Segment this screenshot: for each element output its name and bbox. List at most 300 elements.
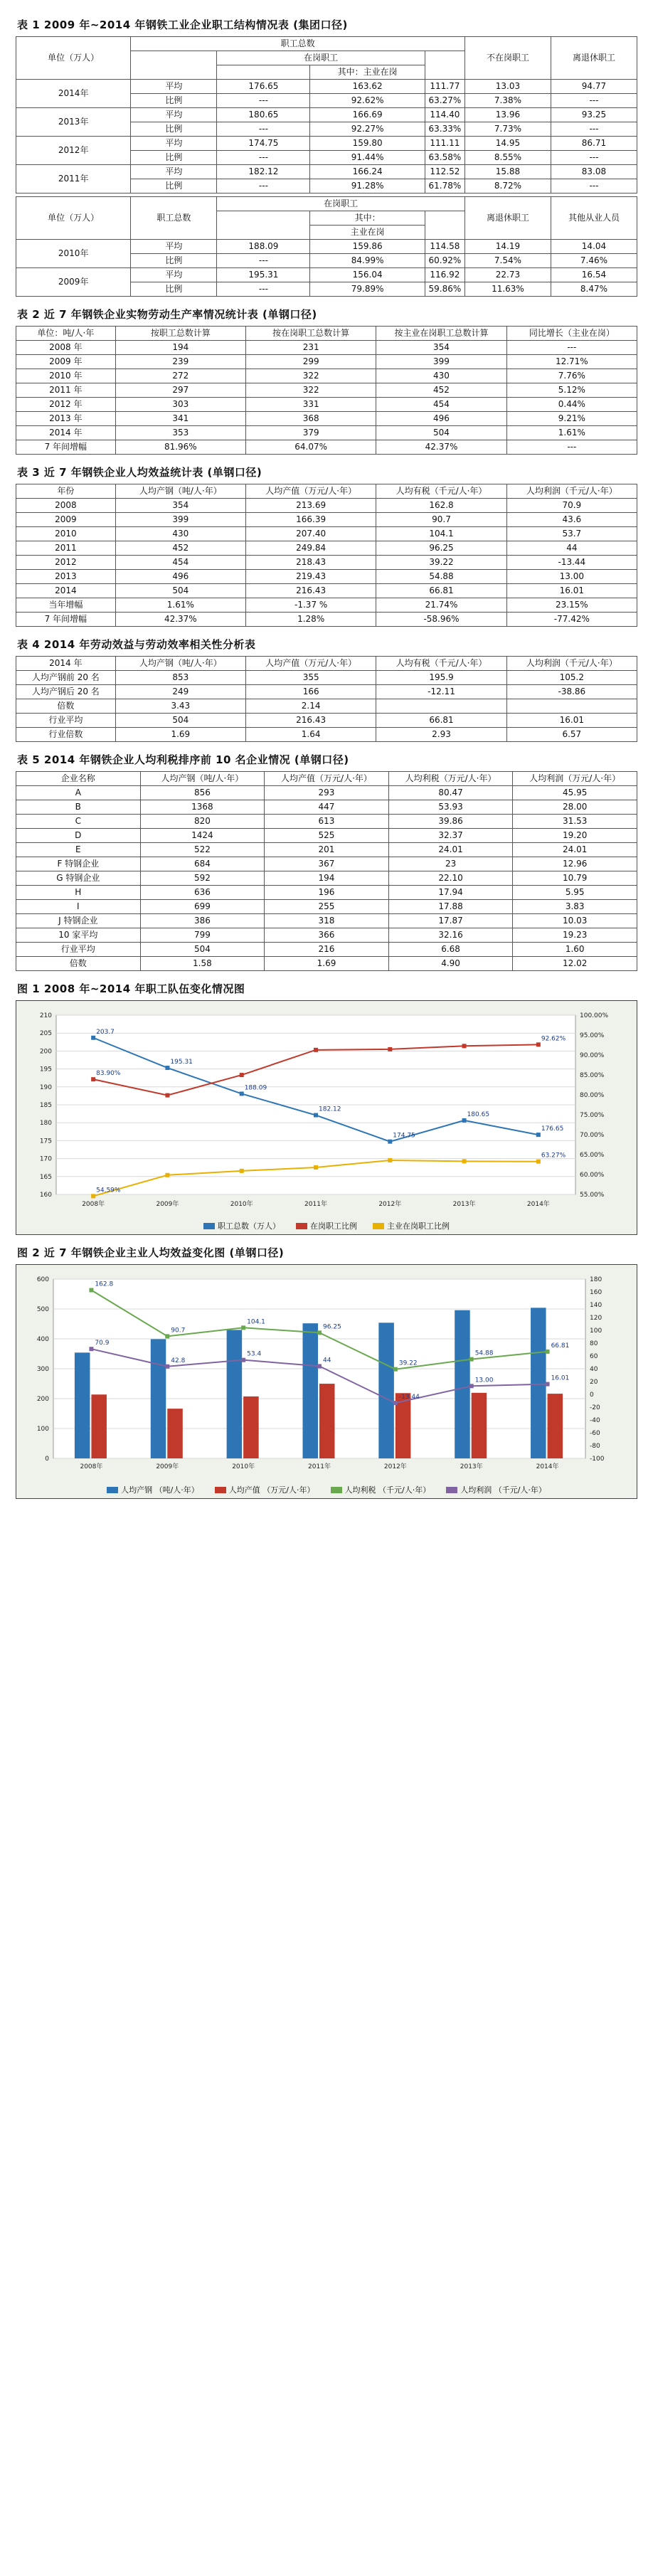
svg-text:2008年: 2008年 <box>80 1463 103 1470</box>
value-cell: 496 <box>115 570 245 584</box>
value-cell: 613 <box>265 815 389 829</box>
col-onpost: 在岗职工 <box>217 197 465 211</box>
value-cell: 341 <box>115 412 245 426</box>
col-tax: 人均有税（千元/人·年） <box>376 657 506 671</box>
svg-text:2010年: 2010年 <box>232 1463 255 1470</box>
svg-text:-20: -20 <box>590 1404 600 1411</box>
svg-text:83.90%: 83.90% <box>96 1070 121 1078</box>
table5-caption: 表 5 2014 年钢铁企业人均利税排序前 10 名企业情况 (单钢口径) <box>17 753 349 766</box>
row-label: 行业平均 <box>16 714 116 728</box>
offpost-cell: 13.03 <box>464 80 551 94</box>
value-cell: --- <box>506 341 637 355</box>
col-output: 人均产值（万元/人·年） <box>246 657 376 671</box>
legend-swatch <box>296 1223 307 1229</box>
value-cell: 255 <box>265 900 389 914</box>
table-top10-enterprises <box>16 771 637 971</box>
row-label: 2013 年 <box>16 412 116 426</box>
legend-item <box>203 1220 280 1231</box>
value-cell: 53.7 <box>506 527 637 541</box>
offpost-cell: 7.73% <box>464 122 551 137</box>
value-cell: 452 <box>115 541 245 556</box>
metric-cell: 平均 <box>131 240 217 254</box>
year-cell: 2010年 <box>16 240 131 268</box>
svg-text:40: 40 <box>590 1366 598 1373</box>
table-row <box>16 327 637 341</box>
table-row <box>16 943 637 957</box>
value-cell: 5.95 <box>513 886 637 900</box>
total-cell: --- <box>217 122 310 137</box>
table-row <box>16 499 637 513</box>
row-label: 10 家平均 <box>16 928 141 943</box>
metric-cell: 平均 <box>131 80 217 94</box>
svg-text:190: 190 <box>39 1083 52 1091</box>
col-other: 其他从业人员 <box>551 197 637 240</box>
svg-text:2011年: 2011年 <box>308 1463 331 1470</box>
col-onpost-blank <box>217 211 310 240</box>
value-cell: 13.00 <box>506 570 637 584</box>
value-cell: 70.9 <box>506 499 637 513</box>
onpost-cell: 92.62% <box>310 94 425 108</box>
chart2-caption: 图 2 近 7 年钢铁企业主业人均效益变化图 (单钢口径) <box>17 1246 285 1259</box>
svg-text:180: 180 <box>590 1276 602 1283</box>
row-label: 倍数 <box>16 957 141 971</box>
table-row <box>16 541 637 556</box>
value-cell: 21.74% <box>376 598 506 613</box>
onpost-cell: 84.99% <box>310 254 425 268</box>
row-label: 人均产钢前 20 名 <box>16 671 116 685</box>
table-row <box>16 657 637 671</box>
svg-text:2009年: 2009年 <box>156 1463 179 1470</box>
value-cell: 28.00 <box>513 800 637 815</box>
svg-text:-80: -80 <box>590 1443 600 1450</box>
table-row <box>16 197 637 211</box>
svg-text:65.00%: 65.00% <box>580 1152 605 1159</box>
total-cell: 176.65 <box>217 80 310 94</box>
value-cell: 162.8 <box>376 499 506 513</box>
total-cell: --- <box>217 254 310 268</box>
chart-percapita-change <box>16 1264 637 1499</box>
offpost-cell: 8.72% <box>464 179 551 194</box>
value-cell: 39.86 <box>388 815 513 829</box>
table-row <box>16 685 637 699</box>
table-row <box>16 412 637 426</box>
table-employee-structure-2 <box>16 196 637 297</box>
value-cell: 856 <box>140 786 265 800</box>
metric-cell: 比例 <box>131 151 217 165</box>
row-label: E <box>16 843 141 857</box>
value-cell: 64.07% <box>246 440 376 455</box>
value-cell: 6.68 <box>388 943 513 957</box>
row-label: 2014 年 <box>16 426 116 440</box>
col-onpost-sub-label: 其中： <box>310 211 425 226</box>
offpost-cell: 11.63% <box>464 282 551 297</box>
year-cell: 2014年 <box>16 80 131 108</box>
offpost-cell: 7.38% <box>464 94 551 108</box>
col-by-main-onpost: 按主业在岗职工总数计算 <box>376 327 506 341</box>
row-label: 2009 年 <box>16 355 116 369</box>
metric-cell: 比例 <box>131 179 217 194</box>
table-row <box>16 714 637 728</box>
svg-text:54.88: 54.88 <box>474 1350 494 1357</box>
svg-text:70.00%: 70.00% <box>580 1132 605 1139</box>
svg-text:16.01: 16.01 <box>551 1374 570 1382</box>
value-cell: 297 <box>115 383 245 398</box>
row-label: 2010 年 <box>16 369 116 383</box>
col-steel: 人均产钢（吨/人·年） <box>115 657 245 671</box>
svg-text:70.9: 70.9 <box>95 1340 110 1347</box>
value-cell: 699 <box>140 900 265 914</box>
svg-text:53.4: 53.4 <box>247 1350 262 1358</box>
legend-item <box>215 1484 315 1495</box>
row-label: 2009 <box>16 513 116 527</box>
svg-text:195.31: 195.31 <box>170 1059 193 1066</box>
legend-label: 人均产钢 （吨/人·年） <box>121 1485 199 1495</box>
row-label: A <box>16 786 141 800</box>
value-cell: 592 <box>140 871 265 886</box>
retired-cell: 94.77 <box>551 80 637 94</box>
total-cell: --- <box>217 282 310 297</box>
col-output: 人均产值（万元/人·年） <box>246 484 376 499</box>
table-employee-structure <box>16 36 637 194</box>
value-cell: 447 <box>265 800 389 815</box>
total-cell: --- <box>217 151 310 165</box>
value-cell: 853 <box>115 671 245 685</box>
table-row <box>16 671 637 685</box>
svg-text:188.09: 188.09 <box>244 1084 267 1092</box>
svg-text:120: 120 <box>590 1315 602 1322</box>
table-row <box>16 165 637 179</box>
svg-text:160: 160 <box>39 1192 52 1199</box>
row-label: I <box>16 900 141 914</box>
col-retired: 离退休职工 <box>464 197 551 240</box>
col-yoy: 同比增长（主业在岗） <box>506 327 637 341</box>
value-cell: -12.11 <box>376 685 506 699</box>
value-cell: 272 <box>115 369 245 383</box>
value-cell: 19.23 <box>513 928 637 943</box>
value-cell: -77.42% <box>506 613 637 627</box>
total-cell: 174.75 <box>217 137 310 151</box>
table-row <box>16 857 637 871</box>
table-row <box>16 957 637 971</box>
value-cell: 355 <box>246 671 376 685</box>
table-row <box>16 355 637 369</box>
col-by-total: 按职工总数计算 <box>115 327 245 341</box>
value-cell: 44 <box>506 541 637 556</box>
retired-cell: 8.47% <box>551 282 637 297</box>
row-label: J 特钢企业 <box>16 914 141 928</box>
table-row <box>16 843 637 857</box>
legend-swatch <box>107 1487 118 1493</box>
legend-item <box>296 1220 357 1231</box>
svg-text:-13.44: -13.44 <box>398 1394 420 1401</box>
spacer <box>425 51 464 80</box>
table-row <box>16 728 637 742</box>
table-row <box>16 914 637 928</box>
svg-text:180.65: 180.65 <box>467 1111 490 1118</box>
svg-text:2013年: 2013年 <box>452 1201 476 1208</box>
value-cell: 42.37% <box>115 613 245 627</box>
svg-text:500: 500 <box>36 1306 49 1313</box>
table-row <box>16 800 637 815</box>
value-cell: 12.71% <box>506 355 637 369</box>
onpost-cell: 159.80 <box>310 137 425 151</box>
col-onpost-main: 主业在岗 <box>310 226 425 240</box>
value-cell: 10.79 <box>513 871 637 886</box>
row-label: 行业平均 <box>16 943 141 957</box>
value-cell: -1.37 % <box>246 598 376 613</box>
value-cell: 399 <box>376 355 506 369</box>
svg-text:90.7: 90.7 <box>171 1327 186 1335</box>
value-cell: 454 <box>115 556 245 570</box>
svg-text:2013年: 2013年 <box>460 1463 483 1470</box>
onpost-main-cell: 114.58 <box>425 240 464 254</box>
row-label: 人均产钢后 20 名 <box>16 685 116 699</box>
row-label: 2011 年 <box>16 383 116 398</box>
col-output: 人均产值（万元/人·年） <box>265 772 389 786</box>
value-cell: 5.12% <box>506 383 637 398</box>
legend-label: 人均产值 （万元/人·年） <box>228 1485 315 1495</box>
svg-text:39.22: 39.22 <box>398 1359 418 1367</box>
svg-text:63.27%: 63.27% <box>541 1152 566 1160</box>
value-cell: 249 <box>115 685 245 699</box>
table-correlation-analysis <box>16 656 637 742</box>
value-cell: 1.64 <box>246 728 376 742</box>
legend-item <box>446 1484 546 1495</box>
table-row <box>16 556 637 570</box>
svg-text:160: 160 <box>590 1289 602 1296</box>
svg-text:2010年: 2010年 <box>230 1201 253 1208</box>
table-row <box>16 37 637 51</box>
value-cell <box>376 699 506 714</box>
value-cell: 196 <box>265 886 389 900</box>
onpost-cell: 163.62 <box>310 80 425 94</box>
chart-staff-change <box>16 1000 637 1235</box>
value-cell: 218.43 <box>246 556 376 570</box>
value-cell: 386 <box>140 914 265 928</box>
offpost-cell: 7.54% <box>464 254 551 268</box>
value-cell: 66.81 <box>376 714 506 728</box>
svg-text:60: 60 <box>590 1353 598 1360</box>
value-cell: 399 <box>115 513 245 527</box>
offpost-cell: 14.19 <box>464 240 551 254</box>
value-cell: 504 <box>115 584 245 598</box>
svg-text:205: 205 <box>39 1030 52 1038</box>
onpost-main-cell: 111.11 <box>425 137 464 151</box>
chart1-legend <box>19 1220 634 1231</box>
table-row <box>16 108 637 122</box>
svg-text:2008年: 2008年 <box>82 1201 105 1208</box>
table-row <box>16 527 637 541</box>
value-cell: 19.20 <box>513 829 637 843</box>
svg-text:-40: -40 <box>590 1417 600 1424</box>
value-cell: 12.96 <box>513 857 637 871</box>
table-row <box>16 341 637 355</box>
metric-cell: 平均 <box>131 137 217 151</box>
col-by-onpost: 按在岗职工总数计算 <box>246 327 376 341</box>
table-row <box>16 137 637 151</box>
metric-cell: 平均 <box>131 165 217 179</box>
value-cell: 3.83 <box>513 900 637 914</box>
value-cell: 22.10 <box>388 871 513 886</box>
onpost-main-cell: 63.58% <box>425 151 464 165</box>
value-cell: 80.47 <box>388 786 513 800</box>
value-cell: 1424 <box>140 829 265 843</box>
table-row <box>16 786 637 800</box>
value-cell: 7.76% <box>506 369 637 383</box>
value-cell: 239 <box>115 355 245 369</box>
value-cell: 504 <box>376 426 506 440</box>
svg-text:66.81: 66.81 <box>551 1342 570 1350</box>
legend-label: 职工总数（万人） <box>218 1221 280 1231</box>
metric-cell: 平均 <box>131 108 217 122</box>
value-cell: 684 <box>140 857 265 871</box>
table-row <box>16 80 637 94</box>
total-cell: --- <box>217 94 310 108</box>
chart1-svg <box>19 1005 625 1219</box>
value-cell: 201 <box>265 843 389 857</box>
value-cell: 2.14 <box>246 699 376 714</box>
value-cell: 0.44% <box>506 398 637 412</box>
onpost-cell: 166.69 <box>310 108 425 122</box>
value-cell: 430 <box>376 369 506 383</box>
total-cell: 195.31 <box>217 268 310 282</box>
table-row <box>16 513 637 527</box>
svg-text:100.00%: 100.00% <box>580 1012 609 1019</box>
onpost-main-cell: 59.86% <box>425 282 464 297</box>
onpost-main-cell: 63.33% <box>425 122 464 137</box>
value-cell: 166.39 <box>246 513 376 527</box>
value-cell: -13.44 <box>506 556 637 570</box>
value-cell: 219.43 <box>246 570 376 584</box>
onpost-main-cell: 114.40 <box>425 108 464 122</box>
metric-cell: 比例 <box>131 254 217 268</box>
svg-text:96.25: 96.25 <box>323 1323 341 1331</box>
value-cell: 430 <box>115 527 245 541</box>
onpost-main-cell: 116.92 <box>425 268 464 282</box>
col-tax: 人均利税（万元/人·年） <box>388 772 513 786</box>
legend-swatch <box>446 1487 457 1493</box>
col-profit: 人均利润（千元/人·年） <box>506 657 637 671</box>
svg-text:200: 200 <box>39 1048 52 1056</box>
value-cell: 194 <box>115 341 245 355</box>
value-cell: 322 <box>246 369 376 383</box>
legend-item <box>107 1484 199 1495</box>
svg-text:2012年: 2012年 <box>378 1201 402 1208</box>
value-cell: 353 <box>115 426 245 440</box>
table-row <box>16 484 637 499</box>
row-label: 2014 <box>16 584 116 598</box>
value-cell: 1.28% <box>246 613 376 627</box>
retired-cell: 16.54 <box>551 268 637 282</box>
table-row <box>16 570 637 584</box>
value-cell: 636 <box>140 886 265 900</box>
col-year: 年份 <box>16 484 116 499</box>
svg-text:195: 195 <box>39 1066 52 1074</box>
value-cell: 9.21% <box>506 412 637 426</box>
table-row <box>16 871 637 886</box>
svg-text:60.00%: 60.00% <box>580 1172 605 1179</box>
retired-cell: --- <box>551 179 637 194</box>
retired-cell: 83.08 <box>551 165 637 179</box>
svg-text:54.59%: 54.59% <box>96 1187 121 1194</box>
col-total: 职工总数 <box>131 197 217 240</box>
value-cell: 24.01 <box>388 843 513 857</box>
chart1-caption: 图 1 2008 年~2014 年职工队伍变化情况图 <box>17 982 245 995</box>
row-label: 行业倍数 <box>16 728 116 742</box>
svg-text:95.00%: 95.00% <box>580 1032 605 1039</box>
value-cell: 90.7 <box>376 513 506 527</box>
value-cell: 1.61% <box>506 426 637 440</box>
value-cell: 213.69 <box>246 499 376 513</box>
value-cell: 17.94 <box>388 886 513 900</box>
row-label: B <box>16 800 141 815</box>
col-unit: 单位（万人） <box>16 37 131 80</box>
value-cell: 39.22 <box>376 556 506 570</box>
svg-text:92.62%: 92.62% <box>541 1035 566 1043</box>
value-cell: 96.25 <box>376 541 506 556</box>
value-cell: 2.93 <box>376 728 506 742</box>
value-cell: 1368 <box>140 800 265 815</box>
table-row <box>16 369 637 383</box>
value-cell: 368 <box>246 412 376 426</box>
table-row <box>16 613 637 627</box>
table1-caption: 表 1 2009 年~2014 年钢铁工业企业职工结构情况表 (集团口径) <box>17 18 348 31</box>
value-cell: 1.69 <box>115 728 245 742</box>
table-row <box>16 426 637 440</box>
svg-text:185: 185 <box>39 1102 52 1109</box>
onpost-main-cell: 111.77 <box>425 80 464 94</box>
svg-text:2009年: 2009年 <box>156 1201 179 1208</box>
retired-cell: 7.46% <box>551 254 637 268</box>
value-cell: 216.43 <box>246 714 376 728</box>
value-cell: 367 <box>265 857 389 871</box>
row-label: G 特钢企业 <box>16 871 141 886</box>
value-cell: --- <box>506 440 637 455</box>
table-row <box>16 398 637 412</box>
spacer <box>425 211 464 240</box>
col-unit: 单位：吨/人·年 <box>16 327 116 341</box>
total-cell: 188.09 <box>217 240 310 254</box>
value-cell: 318 <box>265 914 389 928</box>
chart2-canvas <box>19 1269 634 1483</box>
value-cell: 10.03 <box>513 914 637 928</box>
svg-text:2014年: 2014年 <box>526 1201 550 1208</box>
col-tax: 人均有税（千元/人·年） <box>376 484 506 499</box>
svg-text:176.65: 176.65 <box>541 1125 564 1133</box>
row-label: 2010 <box>16 527 116 541</box>
value-cell: 105.2 <box>506 671 637 685</box>
row-label: 7 年间增幅 <box>16 440 116 455</box>
value-cell: 216 <box>265 943 389 957</box>
svg-text:90.00%: 90.00% <box>580 1052 605 1059</box>
value-cell: 331 <box>246 398 376 412</box>
col-onpost: 在岗职工 <box>217 51 425 65</box>
table-row <box>16 900 637 914</box>
value-cell: 366 <box>265 928 389 943</box>
svg-text:182.12: 182.12 <box>319 1106 341 1113</box>
offpost-cell: 8.55% <box>464 151 551 165</box>
value-cell: 1.60 <box>513 943 637 957</box>
table-row <box>16 699 637 714</box>
col-year: 2014 年 <box>16 657 116 671</box>
table-row <box>16 268 637 282</box>
value-cell: 249.84 <box>246 541 376 556</box>
onpost-cell: 166.24 <box>310 165 425 179</box>
col-onpost-blank <box>217 65 310 80</box>
svg-text:300: 300 <box>36 1366 49 1373</box>
value-cell: 104.1 <box>376 527 506 541</box>
value-cell: 303 <box>115 398 245 412</box>
